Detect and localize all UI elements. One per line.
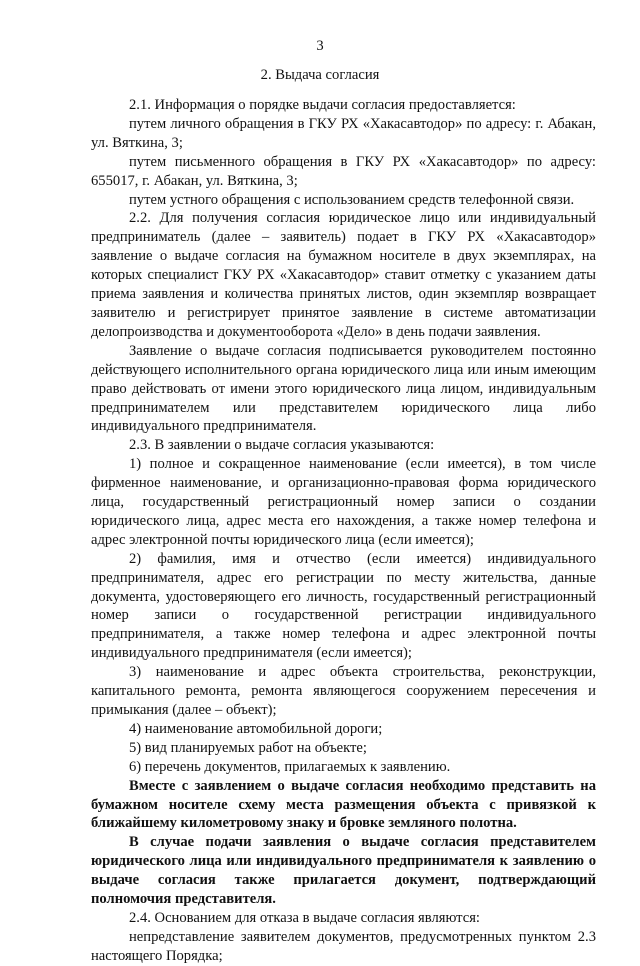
paragraph: 2.3. В заявлении о выдаче согласия указываются: — [129, 437, 435, 454]
paragraph: 4) наименование автомобильной дороги; — [129, 720, 383, 737]
paragraph: путем письменного обращения в ГКУ РХ «Хакасавтодор» по адресу: 655017, г. Абакан, ул. Вяткина, 3; — [91, 153, 596, 189]
paragraph: 2) фамилия, имя и отчество (если имеется) индивидуального предпринимателя, адрес его регистрации по месту жительства, данные документа, удостоверяющего его личность, государственный регистрационный номер записи о государственной регистрации индивидуального предпринимателя, а также номер телефона и адрес электронной почты индивидуального предпринимателя (если имеется); — [91, 550, 596, 662]
section-title: 2. Выдача согласия — [260, 67, 380, 83]
document-body — [91, 96, 596, 966]
paragraph: 2.2. Для получения согласия юридическое лицо или индивидуальный предприниматель (далее – заявитель) подает в ГКУ РХ «Хакасавтодор» заявление о выдаче согласия на бумажном носителе в двух экземплярах, на которых специалист ГКУ РХ «Хакасавтодор» ставит отметку с указанием даты приема заявления и количества принятых листов, один экземпляр возвращает заявителю и регистрирует принятое заявление в системе автоматизации делопроизводства и документооборота «Дело» в день подачи заявления. — [91, 210, 596, 340]
paragraph: 6) перечень документов, прилагаемых к заявлению. — [129, 758, 451, 775]
paragraph: путем личного обращения в ГКУ РХ «Хакасавтодор» по адресу: г. Абакан, ул. Вяткина, 3; — [91, 115, 596, 151]
paragraph: путем устного обращения с использованием средств телефонной связи. — [129, 191, 575, 208]
paragraph: 2.1. Информация о порядке выдачи согласия предоставляется: — [129, 97, 516, 113]
paragraph: Вместе с заявлением о выдаче согласия необходимо представить на бумажном носителе схему места размещения объекта с привязкой к ближайшему километровому знаку и бровке земляного полотна. — [91, 777, 596, 832]
paragraph: В случае подачи заявления о выдаче согласия представителем юридического лица или индивидуального предпринимателя к заявлению о выдаче согласия также прилагается документ, подтверждающий полномочия представителя. — [91, 834, 596, 908]
paragraph: непредставление заявителем документов, предусмотренных пунктом 2.3 настоящего Порядка; — [91, 928, 596, 964]
page-number: 3 — [316, 38, 324, 54]
paragraph: Заявление о выдаче согласия подписывается руководителем постоянно действующего исполнительного органа юридического лица или иным имеющим право действовать от имени этого юридического лица лицом, индивидуальным предпринимателем или представителем юридического лица либо индивидуального предпринимателя. — [91, 342, 596, 435]
paragraph: 1) полное и сокращенное наименование (если имеется), в том числе фирменное наименование, и организационно-правовая форма юридического лица, государственный регистрационный номер записи о создании юридического лица, адрес места его нахождения, а также номер телефона и адрес электронной почты юридического лица (если имеется); — [91, 456, 596, 548]
paragraph: 3) наименование и адрес объекта строительства, реконструкции, капитального ремонта, ремонта являющегося сооружением пересечения и примыкания (далее – объект); — [91, 664, 596, 718]
paragraph: 5) вид планируемых работ на объекте; — [129, 739, 367, 756]
paragraph: 2.4. Основанием для отказа в выдаче согласия являются: — [129, 909, 480, 926]
